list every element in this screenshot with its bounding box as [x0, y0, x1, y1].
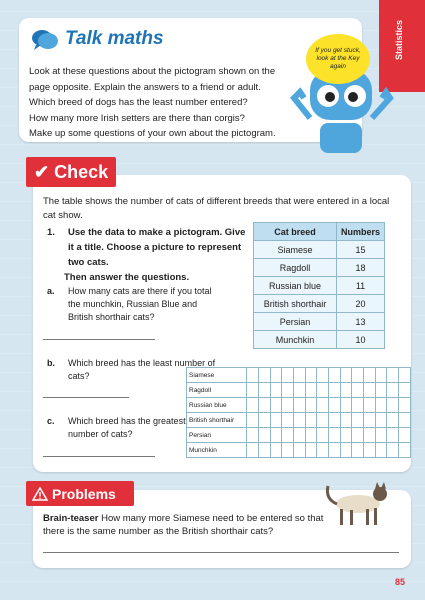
grid-cell[interactable] [352, 383, 364, 398]
grid-cell[interactable] [247, 398, 259, 413]
grid-cell[interactable] [364, 383, 376, 398]
grid-cell[interactable] [247, 443, 259, 458]
talk-line: Make up some questions of your own about the pictogram. [29, 128, 276, 139]
table-header-row [254, 223, 385, 241]
grid-cell[interactable] [387, 443, 399, 458]
number-cell: 18 [337, 259, 385, 277]
grid-cell[interactable] [317, 368, 329, 383]
grid-cell[interactable] [375, 398, 387, 413]
grid-cell[interactable] [258, 428, 270, 443]
grid-cell[interactable] [293, 383, 305, 398]
number-cell: 20 [337, 295, 385, 313]
grid-cell[interactable] [328, 383, 340, 398]
brain-teaser-text: How many more Siamese need to be entered so that there is the same number as the British shorthair cats? [43, 513, 324, 537]
grid-cell[interactable] [247, 383, 259, 398]
grid-cell[interactable] [399, 383, 411, 398]
breed-cell: Siamese [254, 241, 337, 259]
grid-cell[interactable] [270, 428, 282, 443]
number-cell: 11 [337, 277, 385, 295]
grid-cell[interactable] [364, 428, 376, 443]
grid-cell[interactable] [317, 443, 329, 458]
grid-cell[interactable] [270, 398, 282, 413]
talk-line: Look at these questions about the pictogram shown on the [29, 66, 276, 77]
grid-cell[interactable] [387, 368, 399, 383]
grid-cell[interactable] [317, 428, 329, 443]
breed-cell: Russian blue [254, 277, 337, 295]
grid-cell[interactable] [375, 443, 387, 458]
question-text: Which breed has the least number of cats? [68, 358, 216, 381]
problems-banner [26, 481, 134, 506]
grid-cell[interactable] [340, 428, 352, 443]
grid-cell[interactable] [352, 428, 364, 443]
grid-cell[interactable] [387, 413, 399, 428]
number-cell: 15 [337, 241, 385, 259]
grid-row-label: Munchkin [187, 443, 247, 458]
grid-cell[interactable] [328, 368, 340, 383]
answer-line-c[interactable] [43, 456, 155, 457]
talk-maths-title: Talk maths [65, 28, 164, 49]
check-banner [26, 157, 116, 187]
header-cell: Numbers [337, 223, 385, 241]
grid-cell[interactable] [340, 398, 352, 413]
breed-cell: British shorthair [254, 295, 337, 313]
grid-row [187, 443, 411, 458]
grid-cell[interactable] [305, 368, 317, 383]
grid-row [187, 398, 411, 413]
answer-line-b[interactable] [43, 397, 129, 398]
checkmark-icon: ✔ [34, 161, 50, 182]
grid-cell[interactable] [293, 368, 305, 383]
talk-line: page opposite. Explain the answers to a friend or adult. [29, 81, 261, 93]
number-cell: 13 [337, 313, 385, 331]
grid-cell[interactable] [258, 398, 270, 413]
grid-cell[interactable] [352, 398, 364, 413]
grid-cell[interactable] [317, 398, 329, 413]
question-1 [47, 225, 247, 285]
grid-cell[interactable] [328, 443, 340, 458]
grid-cell[interactable] [375, 428, 387, 443]
table-row [254, 241, 385, 259]
grid-cell[interactable] [305, 398, 317, 413]
table-row [254, 313, 385, 331]
grid-cell[interactable] [340, 368, 352, 383]
grid-cell[interactable] [352, 413, 364, 428]
grid-cell[interactable] [328, 413, 340, 428]
table-row [254, 331, 385, 349]
talk-line: Which breed of dogs has the least number entered? [29, 97, 248, 108]
grid-cell[interactable] [293, 428, 305, 443]
grid-cell[interactable] [399, 413, 411, 428]
grid-cell[interactable] [387, 428, 399, 443]
table-row [254, 259, 385, 277]
grid-row [187, 428, 411, 443]
grid-cell[interactable] [399, 368, 411, 383]
breed-cell: Ragdoll [254, 259, 337, 277]
grid-cell[interactable] [270, 413, 282, 428]
header-cell: Cat breed [254, 223, 337, 241]
grid-cell[interactable] [305, 443, 317, 458]
question-subtext: Then answer the questions. [64, 272, 190, 283]
grid-cell[interactable] [328, 398, 340, 413]
grid-cell[interactable] [399, 398, 411, 413]
grid-row-label: British shorthair [187, 413, 247, 428]
question-letter: c. [47, 416, 55, 426]
grid-cell[interactable] [399, 443, 411, 458]
grid-cell[interactable] [364, 413, 376, 428]
grid-row-label: Russian blue [187, 398, 247, 413]
grid-cell[interactable] [258, 413, 270, 428]
warning-icon [32, 487, 48, 501]
grid-row [187, 368, 411, 383]
grid-cell[interactable] [258, 443, 270, 458]
grid-cell[interactable] [399, 428, 411, 443]
grid-cell[interactable] [247, 428, 259, 443]
check-title: Check [54, 161, 109, 182]
grid-cell[interactable] [293, 413, 305, 428]
grid-cell[interactable] [293, 398, 305, 413]
grid-cell[interactable] [258, 368, 270, 383]
grid-row-label: Ragdoll [187, 383, 247, 398]
grid-row [187, 383, 411, 398]
grid-cell[interactable] [293, 443, 305, 458]
question-text: Which breed has the greatest number of cats? [68, 416, 186, 439]
grid-cell[interactable] [340, 413, 352, 428]
grid-cell[interactable] [282, 368, 294, 383]
grid-cell[interactable] [270, 443, 282, 458]
answer-line-problem[interactable] [43, 552, 399, 553]
hint-bubble: If you get stuck, look at the Key again [306, 34, 370, 84]
breed-cell: Persian [254, 313, 337, 331]
grid-cell[interactable] [328, 428, 340, 443]
question-text: Use the data to make a pictogram. Give it a title. Choose a picture to represent two cats. [68, 227, 246, 268]
cat-illustration-icon [320, 474, 400, 529]
question-a [47, 285, 217, 324]
talk-maths-header [31, 27, 164, 51]
grid-row-label: Siamese [187, 368, 247, 383]
grid-cell[interactable] [282, 413, 294, 428]
grid-cell[interactable] [317, 383, 329, 398]
question-text: How many cats are there if you total the munchkin, Russian Blue and British shorthair cats? [68, 286, 212, 322]
grid-cell[interactable] [352, 443, 364, 458]
grid-cell[interactable] [270, 383, 282, 398]
grid-cell[interactable] [352, 368, 364, 383]
cat-table [253, 222, 385, 349]
talk-line: How many more Irish setters are there than corgis? [29, 112, 245, 124]
grid-cell[interactable] [364, 443, 376, 458]
check-intro: The table shows the number of cats of different breeds that were entered in a local cat show. [43, 196, 390, 221]
problem-text [43, 512, 343, 538]
grid-cell[interactable] [282, 443, 294, 458]
section-tab-label: Statistics [394, 20, 404, 61]
grid-row-label: Persian [187, 428, 247, 443]
grid-cell[interactable] [375, 368, 387, 383]
grid-cell[interactable] [317, 413, 329, 428]
check-box [33, 175, 411, 472]
grid-cell[interactable] [340, 383, 352, 398]
grid-cell[interactable] [387, 383, 399, 398]
grid-cell[interactable] [258, 383, 270, 398]
question-letter: b. [47, 358, 55, 368]
table-row [254, 277, 385, 295]
grid-cell[interactable] [282, 428, 294, 443]
answer-line-a[interactable] [43, 339, 155, 340]
brain-teaser-label: Brain-teaser [43, 513, 99, 524]
grid-cell[interactable] [364, 398, 376, 413]
pictogram-grid[interactable] [186, 367, 411, 458]
grid-cell[interactable] [375, 413, 387, 428]
number-cell: 10 [337, 331, 385, 349]
speech-bubbles-icon [31, 27, 59, 51]
grid-cell[interactable] [305, 383, 317, 398]
grid-row [187, 413, 411, 428]
grid-cell[interactable] [340, 443, 352, 458]
grid-cell[interactable] [270, 368, 282, 383]
question-letter: a. [47, 286, 55, 296]
table-row [254, 295, 385, 313]
grid-cell[interactable] [387, 398, 399, 413]
grid-cell[interactable] [375, 383, 387, 398]
question-number: 1. [47, 227, 55, 238]
page-number: 85 [395, 577, 406, 587]
grid-cell[interactable] [282, 383, 294, 398]
grid-cell[interactable] [364, 368, 376, 383]
grid-cell[interactable] [305, 413, 317, 428]
grid-cell[interactable] [305, 428, 317, 443]
breed-cell: Munchkin [254, 331, 337, 349]
grid-cell[interactable] [247, 368, 259, 383]
grid-cell[interactable] [282, 398, 294, 413]
grid-cell[interactable] [247, 413, 259, 428]
problems-title: Problems [52, 485, 116, 502]
